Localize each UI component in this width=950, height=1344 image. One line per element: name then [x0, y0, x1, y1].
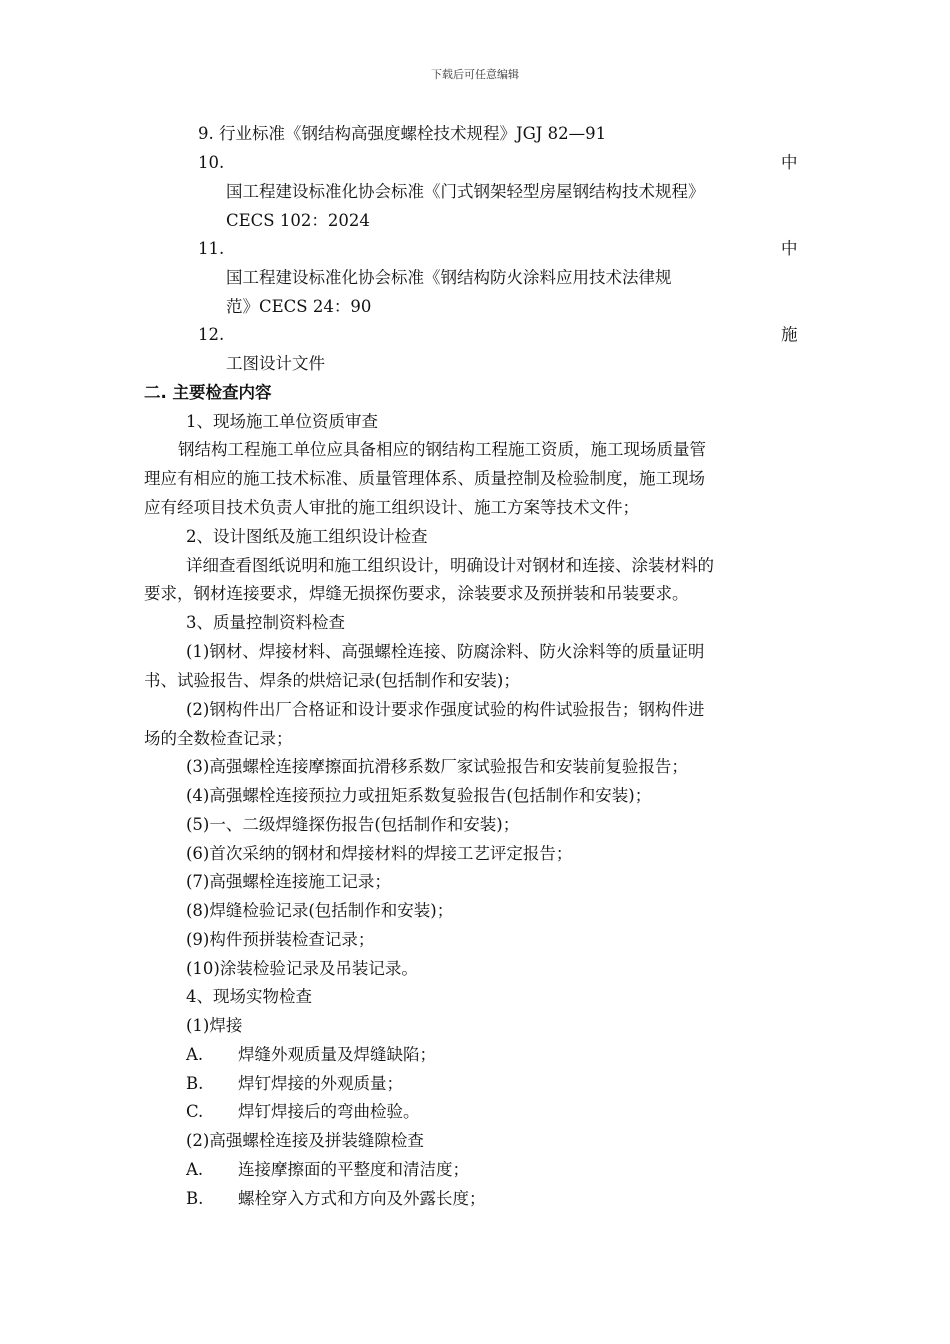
- reference-item-10-line1: 国工程建设标准化协会标准《门式钢架轻型房屋钢结构技术规程》: [226, 182, 705, 201]
- list-item: (8)焊缝检验记录(包括制作和安装)；: [186, 901, 454, 920]
- list-item: (3)高强螺栓连接摩擦面抗滑移系数厂家试验报告和安装前复验报告；: [186, 757, 688, 776]
- list-marker: A.: [186, 1160, 204, 1179]
- paragraph-line: 应有经项目技术负责人审批的施工组织设计、施工方案等技术文件；: [144, 498, 639, 517]
- subsection-1-title: 1、现场施工单位资质审查: [186, 412, 378, 431]
- paragraph-line: 详细查看图纸说明和施工组织设计，明确设计对钢材和连接、涂装材料的: [186, 556, 714, 575]
- list-marker: A.: [186, 1045, 204, 1064]
- list-item: (10)涂装检验记录及吊装记录。: [186, 959, 418, 978]
- list-item: [186, 1189, 486, 1209]
- list-item: (1)钢材、焊接材料、高强螺栓连接、防腐涂料、防火涂料等的质量证明: [186, 642, 705, 661]
- reference-item-11-line1: 国工程建设标准化协会标准《钢结构防火涂料应用技术法律规: [226, 268, 672, 287]
- paragraph-line: 钢结构工程施工单位应具备相应的钢结构工程施工资质，施工现场质量管: [178, 440, 706, 459]
- reference-item-10-line2: CECS 102：2024: [226, 211, 370, 230]
- subsection-4-1-title: (1)焊接: [186, 1016, 243, 1035]
- subsection-2-title: 2、设计图纸及施工组织设计检查: [186, 527, 428, 546]
- paragraph-line: 理应有相应的施工技术标准、质量管理体系、质量控制及检验制度，施工现场: [144, 469, 705, 488]
- page-header: 下载后可任意编辑: [431, 68, 519, 81]
- reference-item-12-tail: 施: [781, 325, 798, 344]
- list-item-continued: 书、试验报告、焊条的烘焙记录(包括制作和安装)；: [144, 671, 520, 690]
- list-item: [186, 1160, 469, 1180]
- reference-item-12-number: 12.: [198, 325, 225, 344]
- section-heading: 二. 主要检查内容: [144, 383, 272, 402]
- reference-item-10-tail: 中: [781, 153, 798, 172]
- list-item-continued: 场的全数检查记录；: [144, 729, 293, 748]
- list-text: 焊缝外观质量及焊缝缺陷；: [238, 1045, 436, 1064]
- paragraph-line: 要求，钢材连接要求，焊缝无损探伤要求，涂装要求及预拼装和吊装要求。: [144, 584, 689, 603]
- list-text: 焊钉焊接后的弯曲检验。: [238, 1102, 420, 1121]
- list-marker: B.: [186, 1189, 204, 1208]
- list-text: 连接摩擦面的平整度和清洁度；: [238, 1160, 469, 1179]
- list-marker: B.: [186, 1074, 204, 1093]
- reference-item-9: 9. 行业标准《钢结构高强度螺栓技术规程》JGJ 82—91: [198, 124, 607, 143]
- list-marker: C.: [186, 1102, 204, 1121]
- subsection-4-2-title: (2)高强螺栓连接及拼装缝隙检查: [186, 1131, 424, 1150]
- list-item: (5)一、二级焊缝探伤报告(包括制作和安装)；: [186, 815, 520, 834]
- reference-item-11-line2: 范》CECS 24：90: [226, 297, 372, 316]
- reference-item-12-line1: 工图设计文件: [226, 354, 325, 373]
- list-text: 螺栓穿入方式和方向及外露长度；: [238, 1189, 486, 1208]
- list-item: [186, 1045, 436, 1065]
- list-item: [186, 1074, 403, 1094]
- list-text: 焊钉焊接的外观质量；: [238, 1074, 403, 1093]
- list-item: (7)高强螺栓连接施工记录；: [186, 872, 391, 891]
- list-item: (9)构件预拼装检查记录；: [186, 930, 375, 949]
- reference-item-10-number: 10.: [198, 153, 225, 172]
- list-item: (2)钢构件出厂合格证和设计要求作强度试验的构件试验报告；钢构件进: [186, 700, 705, 719]
- subsection-4-title: 4、现场实物检查: [186, 987, 312, 1006]
- list-item: [186, 1102, 420, 1122]
- reference-item-11-number: 11.: [198, 239, 225, 258]
- list-item: (6)首次采纳的钢材和焊接材料的焊接工艺评定报告；: [186, 844, 573, 863]
- reference-item-11-tail: 中: [781, 239, 798, 258]
- list-item: (4)高强螺栓连接预拉力或扭矩系数复验报告(包括制作和安装)；: [186, 786, 652, 805]
- subsection-3-title: 3、质量控制资料检查: [186, 613, 345, 632]
